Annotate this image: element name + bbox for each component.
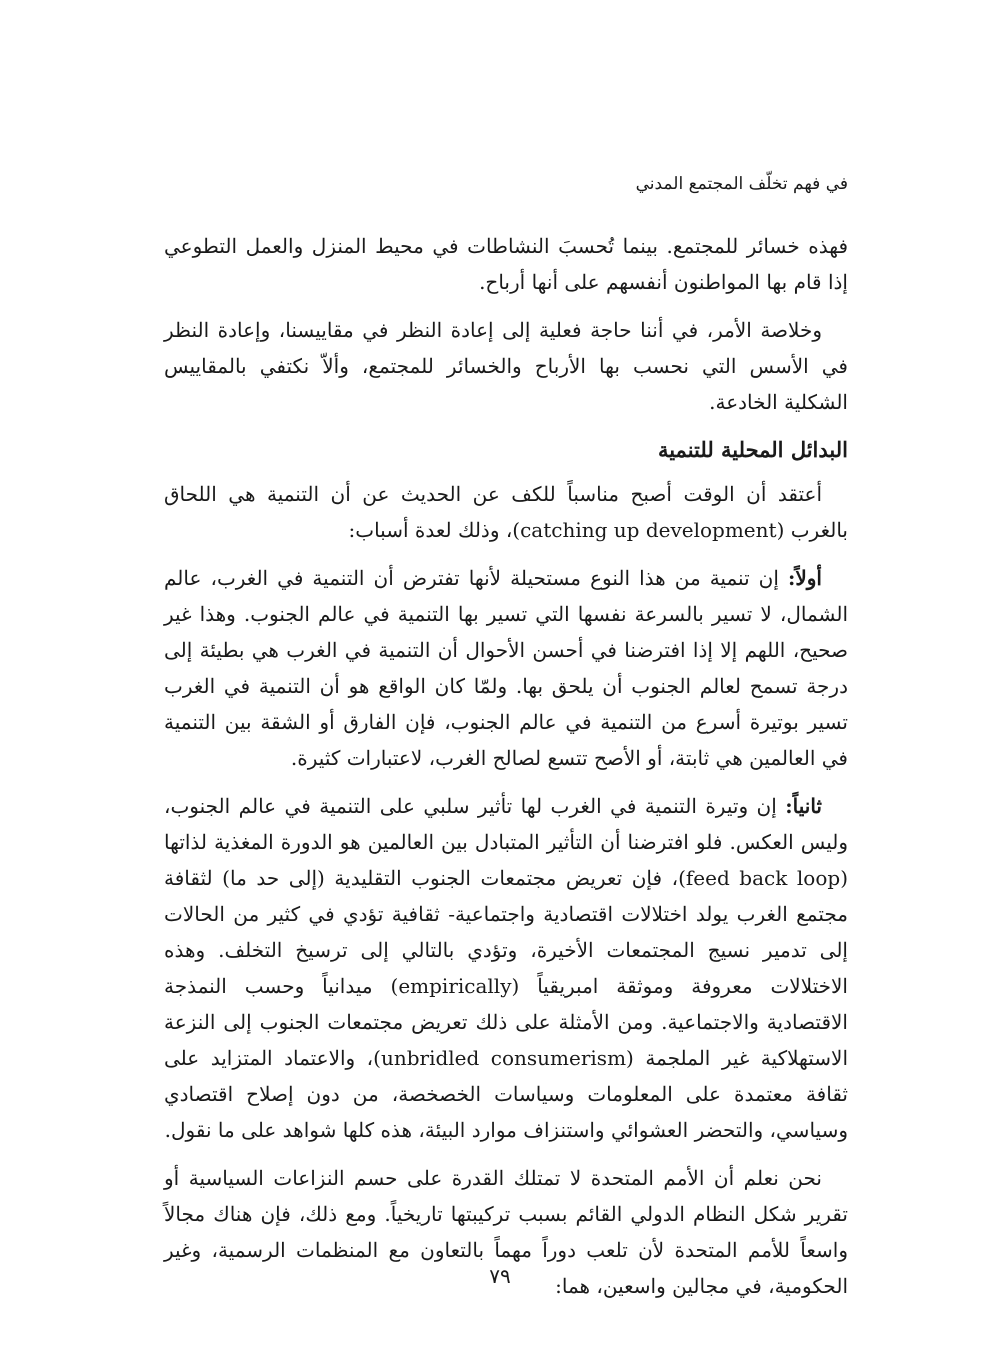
paragraph-2: وخلاصة الأمر، في أننا حاجة فعلية إلى إعادة النظر في مقاييسنا، وإعادة النظر في الأسس التي نحسب بها الأرباح والخسائر للمجتمع، وألاّ نكتفي بالمقاييس الشكلية الخادعة. bbox=[164, 318, 848, 414]
body-text bbox=[164, 228, 848, 1316]
paragraph-5-latin-term-1: feed back loop bbox=[685, 866, 841, 890]
paragraph-4 bbox=[164, 560, 848, 776]
paragraph-3-text-b: )، وذلك لعدة أسباب: bbox=[348, 518, 521, 542]
paragraph-5-latin-term-2: empirically bbox=[398, 974, 512, 998]
paragraph-5-latin-term-3: unbridled consumerism bbox=[380, 1046, 627, 1070]
paragraph-5-text-c: ) ميدانياً وحسب النمذجة الاقتصادية والاجتماعية. ومن الأمثلة على ذلك تعريض مجتمعات الجنوب إلى النزعة الاستهلاكية غير الملجمة ( bbox=[164, 974, 848, 1070]
paragraph-3-text-a: أعتقد أن الوقت أصبح مناسباً للكف عن الحديث عن أن التنمية هي اللحاق بالغرب ( bbox=[164, 482, 848, 542]
paragraph-5 bbox=[164, 788, 848, 1148]
paragraph-5-text-b: )، فإن تعريض مجتمعات الجنوب التقليدية (إلى حد ما) لثقافة مجتمع الغرب يولد اختلالات اقتصادية واجتماعية- ثقافية تؤدي في كثير من الحالات إلى تدمير نسيج المجتمعات الأخيرة، وتؤدي بالتالي إلى ترسيخ التخلف. وهذه الاختلالات معروفة وموثقة امبريقياً ( bbox=[164, 866, 848, 998]
paragraph-6: نحن نعلم أن الأمم المتحدة لا تمتلك القدرة على حسم النزاعات السياسية أو تقرير شكل النظام الدولي القائم بسبب تركيبتها تاريخياً. ومع ذلك، فإن هناك مجالاً واسعاً للأمم المتحدة لأن تلعب دوراً مهماً بالتعاون مع المنظمات الرسمية، وغير الحكومية، في مجالين واسعين، هما: bbox=[164, 1166, 848, 1298]
section-heading: البدائل المحلية للتنمية bbox=[657, 437, 848, 462]
paragraph-1: فهذه خسائر للمجتمع. بينما تُحسبَ النشاطات في محيط المنزل والعمل التطوعي إذا قام بها المواطنون أنفسهم على أنها أرباح. bbox=[164, 234, 848, 294]
paragraph-4-lead: أولاً: bbox=[787, 566, 822, 590]
paragraph-3 bbox=[164, 476, 848, 548]
paragraph-5-text-a: إن وتيرة التنمية في الغرب لها تأثير سلبي على التنمية في عالم الجنوب، وليس العكس. فلو افترضنا أن التأثير المتبادل بين العالمين هو الدورة المغذية لذاتها ( bbox=[164, 794, 848, 890]
paragraph-5-text-d: )، والاعتماد المتزايد على ثقافة معتمدة على المعلومات وسياسات الخصخصة، من دون إصلاح اقتصادي وسياسي، والتحضر العشوائي واستنزاف موارد البيئة، هذه كلها شواهد على ما نقول. bbox=[164, 1046, 848, 1142]
running-head: في فهم تخلّف المجتمع المدني bbox=[635, 174, 848, 194]
paragraph-4-text: إن تنمية من هذا النوع مستحيلة لأنها تفترض أن التنمية في الغرب، عالم الشمال، لا تسير بالسرعة نفسها التي تسير بها التنمية في عالم الجنوب. وهذا غير صحيح، اللهم إلا إذا افترضنا في أحسن الأحوال أن التنمية في الغرب هي بطيئة إلى درجة تسمح لعالم الجنوب أن يلحق بها. ولمّا كان الواقع هو أن التنمية في الغرب تسير بوتيرة أسرع من التنمية في عالم الجنوب، فإن الفارق أو الشقة بين التنمية في العالمين هي ثابتة، أو الأصح تتسع لصالح الغرب، لاعتبارات كثيرة. bbox=[164, 566, 849, 770]
page-number: ٧٩ bbox=[489, 1264, 511, 1288]
paragraph-3-latin-term: catching up development bbox=[520, 518, 777, 542]
paragraph-5-lead: ثانياً: bbox=[785, 794, 822, 818]
